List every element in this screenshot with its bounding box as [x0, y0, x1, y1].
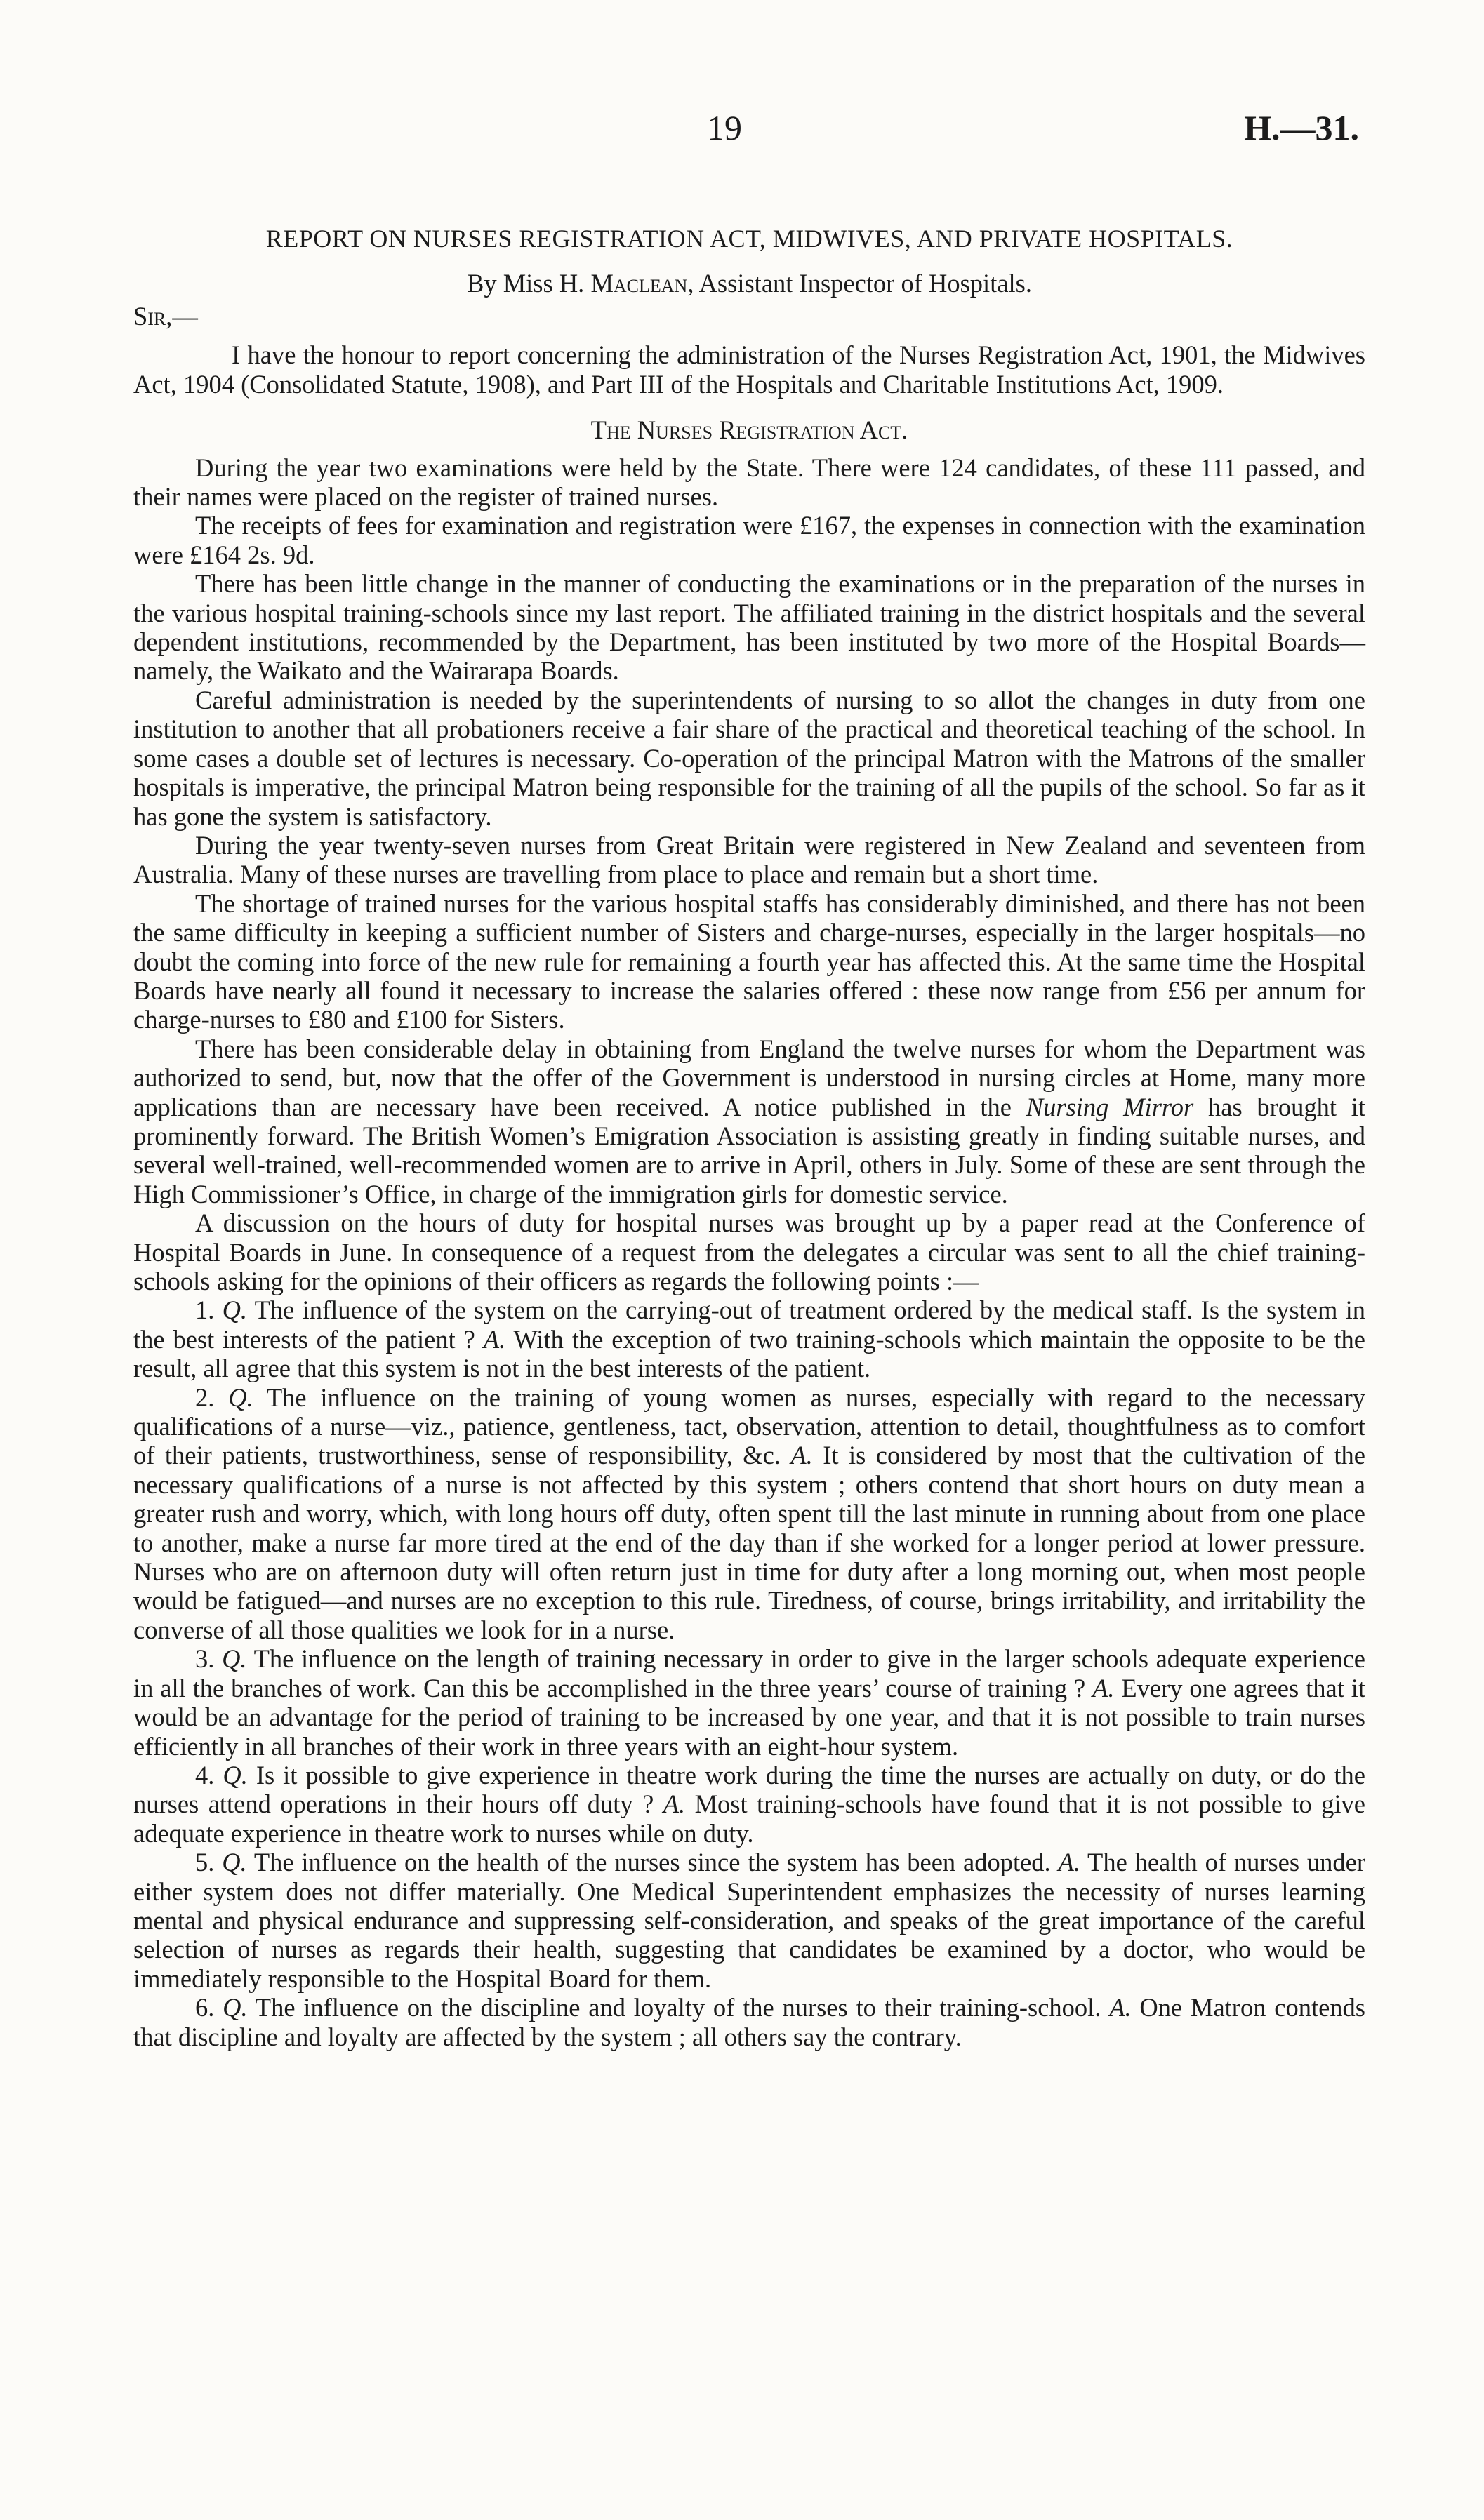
- answer-mark: A.: [1109, 1993, 1132, 2022]
- report-body: [133, 223, 1365, 2051]
- author-name: Maclean: [590, 269, 688, 298]
- question-number: 4.: [195, 1760, 215, 1789]
- question-item: [133, 1383, 1365, 1645]
- question-mark: Q.: [228, 1382, 253, 1412]
- question-number: 2.: [195, 1382, 215, 1412]
- answer-mark: A.: [1092, 1673, 1115, 1702]
- question-item: [133, 1295, 1365, 1382]
- question-mark: Q.: [223, 1760, 248, 1789]
- answer-mark: A.: [790, 1441, 813, 1470]
- paragraph-examinations: During the year two examinations were held by the State. There were 124 candidates, of these 111 passed, and their names were placed on the register of trained nurses.: [133, 453, 1365, 512]
- question-number: 5.: [195, 1848, 215, 1877]
- report-title: REPORT ON NURSES REGISTRATION ACT, MIDWIVES, AND PRIVATE HOSPITALS.: [265, 225, 1233, 253]
- question-text: The influence on the training of young women as nurses, especially with regard to the necessary qualifications of a nurse—viz., patience, gentleness, tact, observation, attention to detail, thoughtfulness as to comfort of their patients, trustworthiness, sense of responsibility, &c.: [133, 1382, 1366, 1470]
- byline-suffix: , Assistant Inspector of Hospitals.: [687, 269, 1033, 298]
- question-number: 3.: [195, 1644, 215, 1674]
- salutation: Sir,—: [133, 302, 198, 331]
- question-number: 6.: [195, 1993, 215, 2022]
- question-text: The influence of the system on the carrying-out of treatment ordered by the medical staff. Is the system in the best interests of the patient ?: [133, 1295, 1365, 1354]
- byline: [133, 268, 1365, 299]
- answer-mark: A.: [663, 1789, 686, 1819]
- document-reference: H.—31.: [1244, 108, 1359, 147]
- paragraph-administration: Careful administration is needed by the superintendents of nursing to so allot the changes in duty from one institution to another that all probationers receive a fair share of the practical and theoretical teaching of the school. In some cases a double set of lectures is necessary. Co-operation of the principal Matron with the Matrons of the smaller hospitals is imperative, the principal Matron being responsible for the training of all the pupils of the school. So far as it has gone the system is satisfactory.: [133, 685, 1365, 831]
- paragraph-shortage: The shortage of trained nurses for the various hospital staffs has considerably diminished, and there has not been the same difficulty in keeping a sufficient number of Sisters and charge-nurses, especially in the larger hospitals—no doubt the coming into force of the new rule for remaining a fourth year has affected this. At the same time the Hospital Boards have nearly all found it necessary to increase the salaries offered : these now range from £56 per annum for charge-nurses to £80 and £100 for Sisters.: [133, 888, 1365, 1034]
- question-mark: Q.: [223, 1993, 248, 2022]
- paragraph-hours-discussion: A discussion on the hours of duty for hospital nurses was brought up by a paper read at the Conference of Hospital Boards in June. In consequence of a request from the delegates a circular was sent to all the chief training-schools asking for the opinions of their officers as regards the following points :—: [133, 1208, 1365, 1295]
- intro-paragraph: I have the honour to report concerning the administration of the Nurses Registration Act, 1901, the Midwives Act, 1904 (Consolidated Statute, 1908), and Part III of the Hospitals and Charitable Institutions Act, 1909.: [133, 340, 1365, 399]
- question-mark: Q.: [222, 1848, 247, 1877]
- answer-text: One Matron contends that discipline and loyalty are affected by the system ; all others say the contrary.: [133, 1993, 1365, 2051]
- recruitment-text-b: has brought it prominently forward. The British Women’s Emigration Association is assisting greatly in finding suitable nurses, and several well-trained, well-recommended women are to arrive in April, others in July. Some of these are sent through the High Commissioner’s Office, in charge of the immigration girls for domestic service.: [133, 1092, 1366, 1208]
- answer-text: It is considered by most that the cultivation of the necessary qualifications of a nurse is not affected by this system ; others contend that short hours on duty mean a greater rush and worry, which, with long hours off duty, often spent till the last minute in running about from one place to another, make a nurse far more tired at the end of the day than if she worked for a longer period at lower pressure. Nurses who are on afternoon duty will often return just in time for duty after a long morning out, when most people would be fatigued—and nurses are no exception to this rule. Tiredness, of course, brings irritability, and irritability the converse of all those qualities we look for in a nurse.: [133, 1441, 1365, 1644]
- question-text: Is it possible to give experience in theatre work during the time the nurses are actually on duty, or do the nurses attend operations in their hours off duty ?: [133, 1760, 1366, 1819]
- answer-text: Most training-schools have found that it is not possible to give adequate experience in theatre work to nurses while on duty.: [133, 1789, 1365, 1848]
- question-number: 1.: [195, 1295, 215, 1325]
- answer-text: With the exception of two training-schools which maintain the opposite to be the result, all agree that this system is not in the best interests of the patient.: [133, 1324, 1365, 1383]
- question-item: [133, 1761, 1365, 1848]
- question-mark: Q.: [222, 1644, 247, 1674]
- question-text: The influence on the length of training necessary in order to give in the larger schools adequate experience in all the branches of work. Can this be accomplished in the three years’ course of training ?: [133, 1644, 1366, 1702]
- question-mark: Q.: [222, 1295, 248, 1325]
- answer-mark: A.: [1058, 1848, 1080, 1877]
- page-number: 19: [707, 108, 742, 147]
- paragraph-registration: During the year twenty-seven nurses from Great Britain were registered in New Zealand and seventeen from Australia. Many of these nurses are travelling from place to place and remain but a short time.: [133, 830, 1365, 889]
- question-item: [133, 1993, 1365, 2051]
- answer-mark: A.: [483, 1324, 506, 1354]
- byline-prefix: By Miss H.: [466, 269, 585, 298]
- publication-name: Nursing Mirror: [1026, 1092, 1194, 1121]
- paragraph-recruitment: [133, 1034, 1365, 1208]
- recruitment-text-a: There has been considerable delay in obtaining from England the twelve nurses for whom the Department was authorized to send, but, now that the offer of the Government is understood in nursing circles at Home, many more applications than are necessary have been received. A notice published in the: [133, 1034, 1365, 1121]
- question-text: The influence on the discipline and loyalty of the nurses to their training-school.: [247, 1993, 1110, 2022]
- question-text: The influence on the health of the nurses since the system has been adopted.: [246, 1848, 1059, 1877]
- question-item: [133, 1644, 1365, 1761]
- paragraph-training: There has been little change in the manner of conducting the examinations or in the preparation of the nurses in the various hospital training-schools since my last report. The affiliated training in the district hospitals and the several dependent institutions, recommended by the Department, has been instituted by two more of the Hospital Boards—namely, the Waikato and the Wairarapa Boards.: [133, 569, 1365, 686]
- section-heading: The Nurses Registration Act.: [590, 415, 908, 445]
- answer-text: The health of nurses under either system does not differ materially. One Medical Superintendent emphasizes the necessity of nurses learning mental and physical endurance and suppressing self-consideration, and speaks of the great importance of the careful selection of nurses as regards their health, suggesting that candidates be examined by a doctor, who would be immediately responsible to the Hospital Board for them.: [133, 1848, 1365, 1993]
- answer-text: Every one agrees that it would be an advantage for the period of training to be increased by one year, and that it is not possible to train nurses efficiently in all branches of their work in three years with an eight-hour system.: [133, 1673, 1365, 1761]
- question-item: [133, 1848, 1365, 1993]
- page-header: [0, 107, 1484, 156]
- paragraph-fees: The receipts of fees for examination and registration were £167, the expenses in connection with the examination were £164 2s. 9d.: [133, 511, 1365, 569]
